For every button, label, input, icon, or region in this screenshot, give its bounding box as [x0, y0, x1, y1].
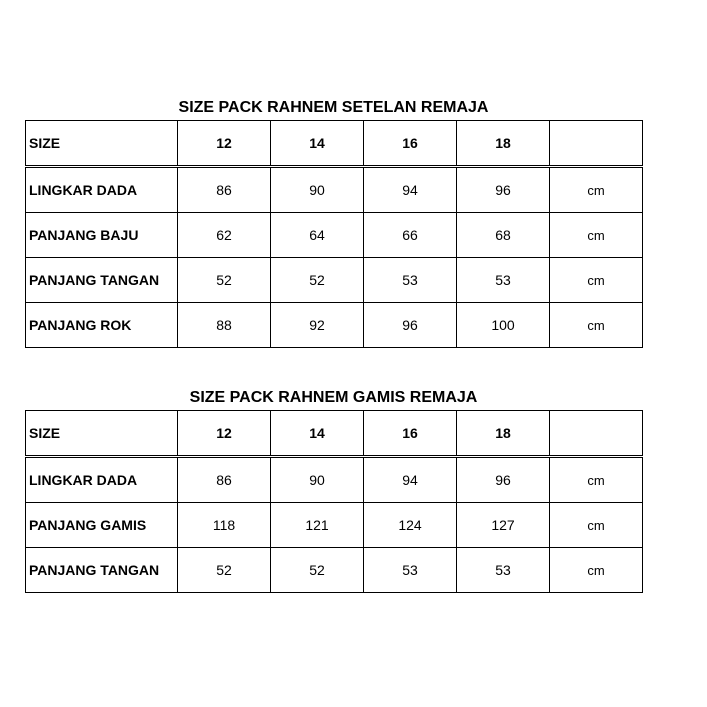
value-cell: 52 — [271, 548, 364, 593]
row-label-cell: LINGKAR DADA — [26, 457, 178, 503]
row-label-cell: PANJANG TANGAN — [26, 258, 178, 303]
table-title-gamis: SIZE PACK RAHNEM GAMIS REMAJA — [189, 389, 478, 406]
value-cell: 118 — [178, 503, 271, 548]
value-cell: 53 — [457, 548, 550, 593]
row-label-cell: PANJANG ROK — [26, 303, 178, 348]
unit-cell: cm — [550, 303, 643, 348]
header-size-cell: 18 — [457, 121, 550, 167]
value-cell: 66 — [364, 213, 457, 258]
value-cell: 88 — [178, 303, 271, 348]
header-size-cell: 14 — [271, 121, 364, 167]
table-title-setelan: SIZE PACK RAHNEM SETELAN REMAJA — [178, 99, 489, 116]
row-label-cell: PANJANG TANGAN — [26, 548, 178, 593]
unit-cell: cm — [550, 503, 643, 548]
value-cell: 94 — [364, 167, 457, 213]
table-row — [26, 548, 643, 593]
value-cell: 64 — [271, 213, 364, 258]
value-cell: 96 — [457, 457, 550, 503]
value-cell: 90 — [271, 167, 364, 213]
header-label-cell: SIZE — [26, 121, 178, 167]
header-size-cell: 14 — [271, 411, 364, 457]
table-header-row — [26, 411, 643, 457]
unit-cell: cm — [550, 167, 643, 213]
value-cell: 86 — [178, 167, 271, 213]
table-row — [26, 213, 643, 258]
value-cell: 127 — [457, 503, 550, 548]
value-cell: 62 — [178, 213, 271, 258]
header-size-cell: 16 — [364, 121, 457, 167]
row-label-cell: PANJANG GAMIS — [26, 503, 178, 548]
value-cell: 53 — [457, 258, 550, 303]
value-cell: 68 — [457, 213, 550, 258]
size-table-gamis — [25, 410, 643, 593]
table-row — [26, 303, 643, 348]
value-cell: 100 — [457, 303, 550, 348]
unit-cell: cm — [550, 457, 643, 503]
value-cell: 96 — [457, 167, 550, 213]
value-cell: 96 — [364, 303, 457, 348]
header-size-cell: 12 — [178, 121, 271, 167]
table-row — [26, 167, 643, 213]
header-size-cell: 12 — [178, 411, 271, 457]
header-size-cell: 16 — [364, 411, 457, 457]
table-row — [26, 258, 643, 303]
value-cell: 90 — [271, 457, 364, 503]
table-header-row — [26, 121, 643, 167]
row-label-cell: LINGKAR DADA — [26, 167, 178, 213]
value-cell: 53 — [364, 548, 457, 593]
value-cell: 121 — [271, 503, 364, 548]
value-cell: 124 — [364, 503, 457, 548]
value-cell: 52 — [178, 258, 271, 303]
unit-cell: cm — [550, 213, 643, 258]
value-cell: 92 — [271, 303, 364, 348]
header-unit-cell — [550, 121, 643, 167]
table-row — [26, 503, 643, 548]
row-label-cell: PANJANG BAJU — [26, 213, 178, 258]
size-table-setelan — [25, 120, 643, 348]
value-cell: 94 — [364, 457, 457, 503]
header-label-cell: SIZE — [26, 411, 178, 457]
value-cell: 53 — [364, 258, 457, 303]
value-cell: 52 — [271, 258, 364, 303]
header-unit-cell — [550, 411, 643, 457]
value-cell: 52 — [178, 548, 271, 593]
header-size-cell: 18 — [457, 411, 550, 457]
table-row — [26, 457, 643, 503]
unit-cell: cm — [550, 258, 643, 303]
value-cell: 86 — [178, 457, 271, 503]
unit-cell: cm — [550, 548, 643, 593]
